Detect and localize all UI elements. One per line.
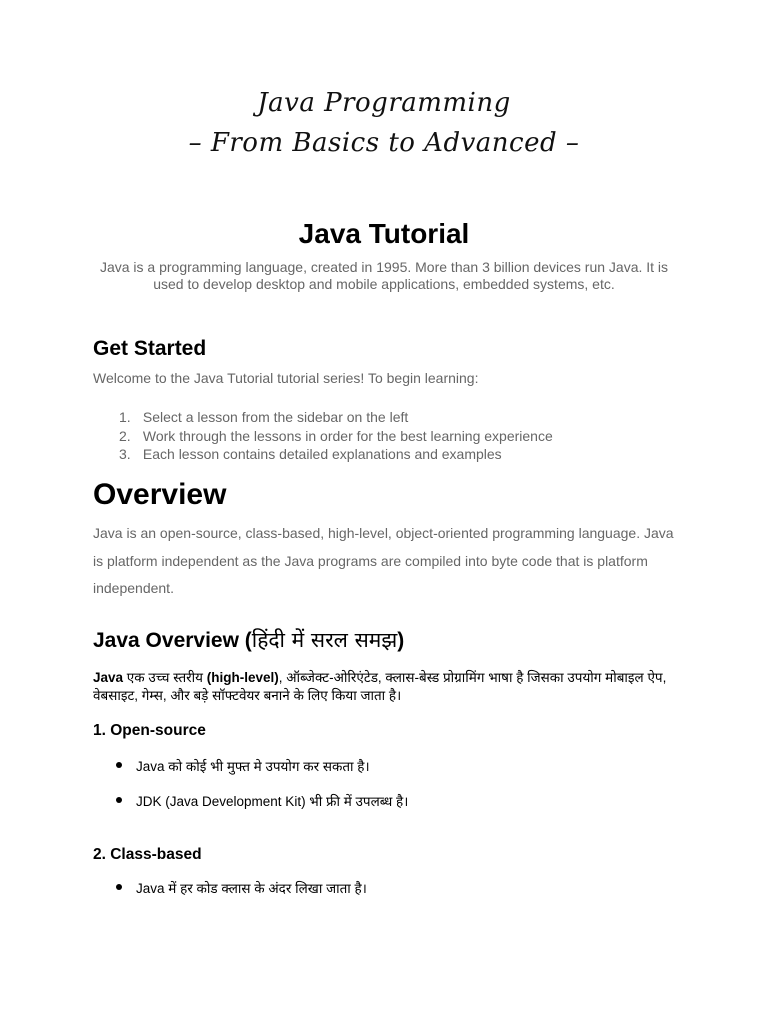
java-overview-paragraph xyxy=(93,669,683,705)
bold-text: Java xyxy=(93,670,124,685)
heading-close-paren: ) xyxy=(397,629,405,652)
open-source-heading: 1. Open-source xyxy=(93,722,206,739)
step-text: Each lesson contains detailed explanations and examples xyxy=(142,446,502,462)
step-number: 3. xyxy=(119,446,131,462)
step-text: Select a lesson from the sidebar on the left xyxy=(142,409,409,425)
bullet-text: JDK (Java Development Kit) भी फ्री में उपलब्ध है। xyxy=(136,794,409,809)
list-item xyxy=(93,408,553,427)
bold-text: (high-level) xyxy=(206,670,279,685)
paragraph-text: एक उच्च स्तरीय xyxy=(123,670,207,685)
bullet-icon xyxy=(116,884,122,890)
bullet-icon xyxy=(116,762,122,768)
paragraph-text: , ऑब्जेक्ट-ओरिएंटेड, क्लास-बेस्ड प्रोग्रामिंग भाषा है जिसका उपयोग मोबाइल ऐप, वेबसाइट, गेम्स, और बड़े सॉफ्टवेयर बनाने के लिए किया जाता है। xyxy=(93,670,667,703)
get-started-heading: Get Started xyxy=(93,337,207,360)
document-title-line-2: – From Basics to Advanced – xyxy=(188,128,580,158)
list-item xyxy=(93,445,553,464)
list-item xyxy=(116,792,408,810)
welcome-text: Welcome to the Java Tutorial tutorial series! To begin learning: xyxy=(93,370,479,386)
class-based-heading: 2. Class-based xyxy=(93,846,202,863)
bullet-text: Java को कोई भी मुफ्त मे उपयोग कर सकता है। xyxy=(136,759,370,774)
list-item xyxy=(116,879,367,897)
java-overview-heading xyxy=(93,626,404,654)
bullet-text: Java में हर कोड क्लास के अंदर लिखा जाता है। xyxy=(136,881,367,896)
document-title-line-1: Java Programming xyxy=(257,88,511,118)
heading-text: Java Overview ( xyxy=(93,629,252,652)
list-item xyxy=(93,427,553,446)
step-number: 2. xyxy=(119,427,131,444)
tutorial-heading: Java Tutorial xyxy=(298,218,470,249)
heading-hindi-text: हिंदी में सरल समझ xyxy=(251,628,398,652)
steps-list xyxy=(93,408,553,464)
step-text: Work through the lessons in order for the best learning experience xyxy=(142,427,553,444)
bullet-icon xyxy=(116,797,122,803)
overview-text: Java is an open-source, class-based, high-level, object-oriented programming language. Java is platform independent as the Java programs are compiled into byte code that is platform independent. xyxy=(93,525,674,596)
overview-heading: Overview xyxy=(93,478,227,511)
step-number: 1. xyxy=(119,409,131,425)
tutorial-intro: Java is a programming language, created in 1995. More than 3 billion devices run Java. It is used to develop desktop and mobile applications, embedded systems, etc. xyxy=(99,259,669,292)
list-item xyxy=(116,757,370,775)
